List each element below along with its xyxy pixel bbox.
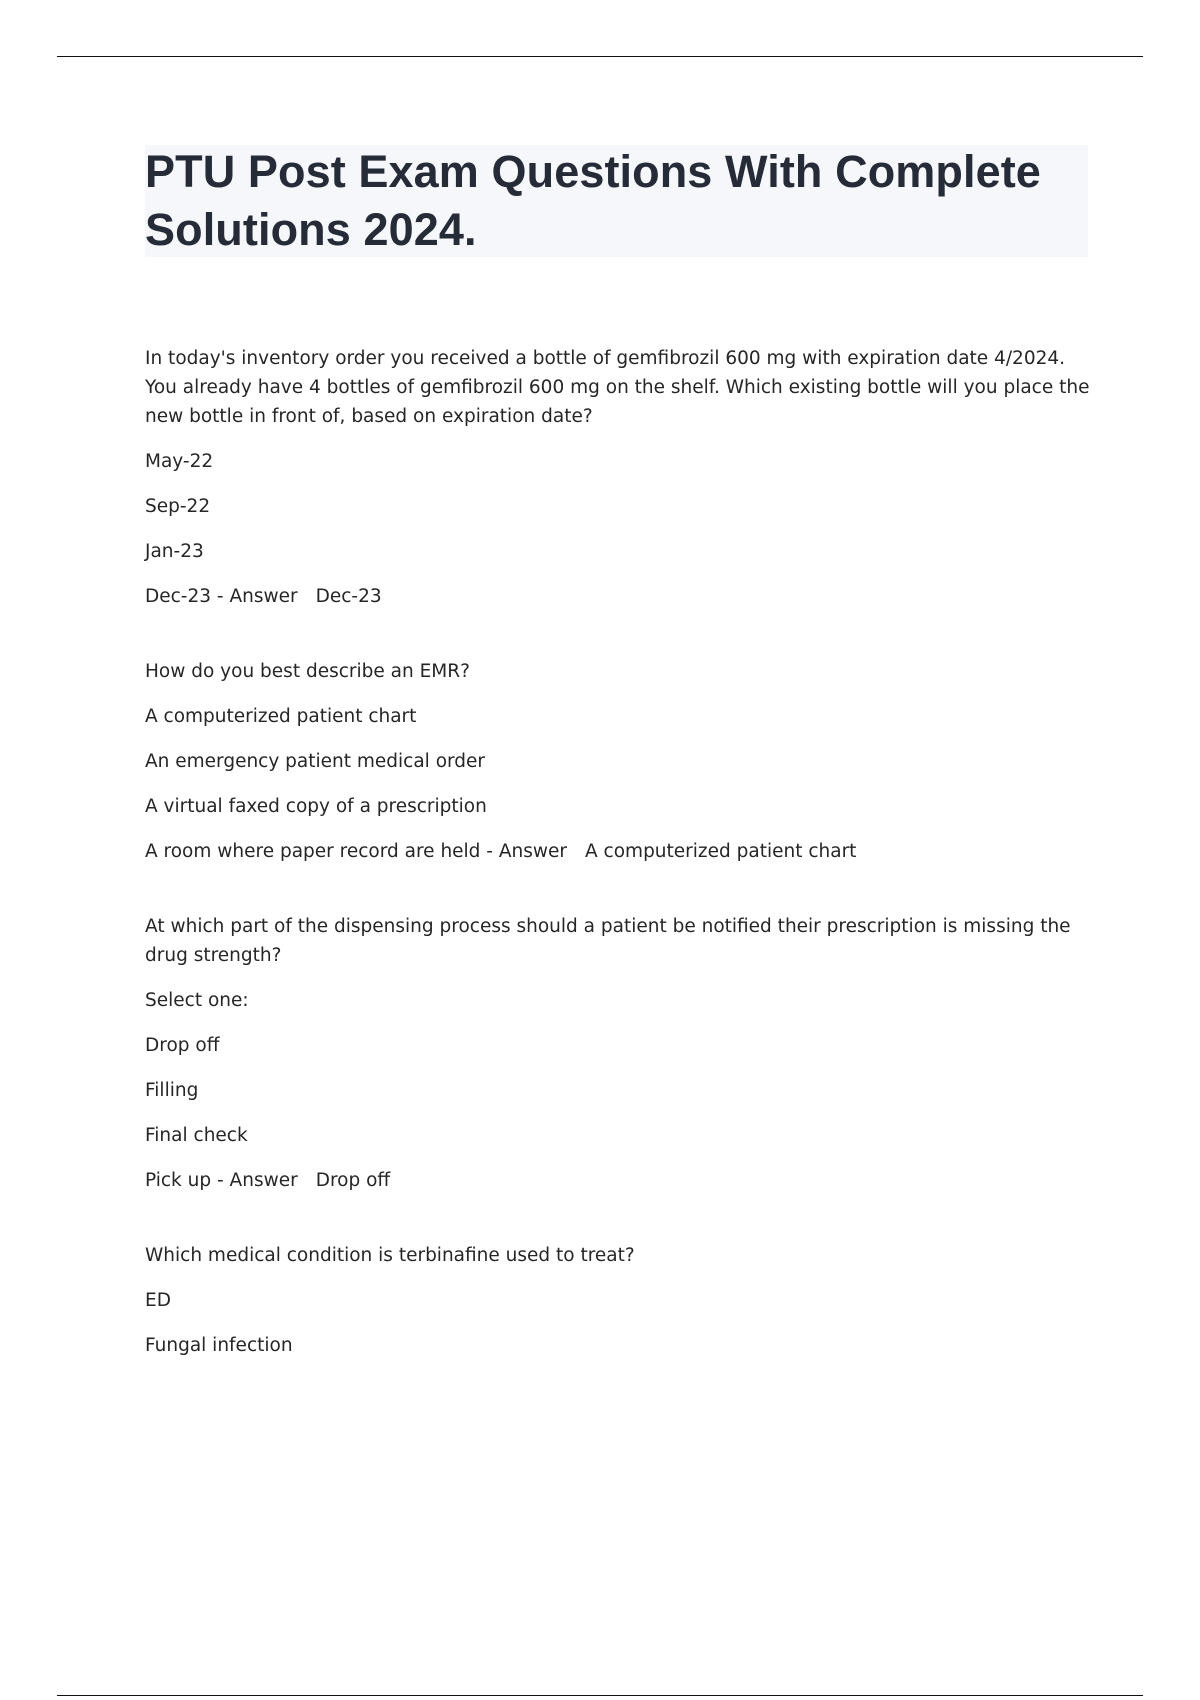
question-block [145, 1241, 1095, 1360]
answer-option: Sep-22 [145, 496, 211, 517]
correct-answer: Dec-23 [315, 586, 382, 607]
answer-option: A virtual faxed copy of a prescription [145, 796, 487, 817]
title-banner [145, 145, 1088, 257]
question-text: How do you best describe an EMR? [145, 661, 470, 682]
answer-option: ED [145, 1290, 171, 1311]
answer-option-with-answer [145, 582, 1095, 611]
top-rule [57, 56, 1143, 57]
answer-option-with-answer [145, 1166, 1095, 1195]
question-block [145, 657, 1095, 866]
answer-option: Jan-23 [145, 541, 204, 562]
answer-option-label: A room where paper record are held - Answer [145, 841, 568, 862]
question-text: Which medical condition is terbinafine used to treat? [145, 1245, 635, 1266]
page-title: PTU Post Exam Questions With Complete Solutions 2024. [145, 146, 1041, 255]
answer-option: An emergency patient medical order [145, 751, 486, 772]
question-block [145, 344, 1095, 611]
answer-option: Final check [145, 1125, 248, 1146]
select-one-prompt: Select one: [145, 990, 249, 1011]
question-text: At which part of the dispensing process should a patient be notified their prescription is missing the drug strength? [145, 916, 1071, 966]
question-block [145, 912, 1095, 1195]
answer-option: May-22 [145, 451, 214, 472]
bottom-rule [57, 1695, 1143, 1696]
question-text: In today's inventory order you received a bottle of gemfibrozil 600 mg with expiration date 4/2024. You already have 4 bottles of gemfibrozil 600 mg on the shelf. Which existing bottle will you place the new bottle in front of, based on expiration date? [145, 348, 1090, 427]
answer-option-label: Pick up - Answer [145, 1170, 298, 1191]
answer-option-with-answer [145, 837, 1095, 866]
answer-option: Filling [145, 1080, 199, 1101]
answer-option-label: Dec-23 - Answer [145, 586, 298, 607]
answer-option: Fungal infection [145, 1335, 293, 1356]
answer-option: A computerized patient chart [145, 706, 417, 727]
answer-option: Drop off [145, 1035, 220, 1056]
correct-answer: Drop off [315, 1170, 391, 1191]
correct-answer: A computerized patient chart [585, 841, 857, 862]
question-list [145, 344, 1095, 1406]
